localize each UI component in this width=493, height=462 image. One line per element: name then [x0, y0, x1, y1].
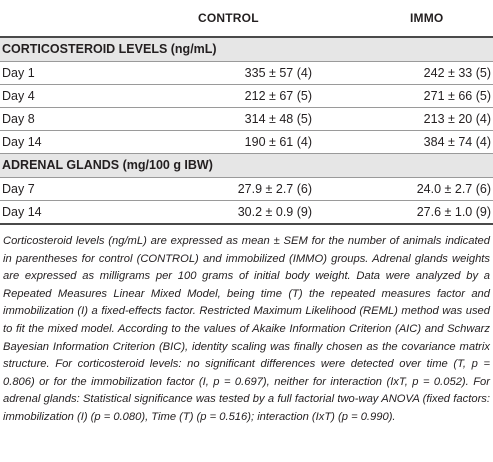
section-header-adrenal: [0, 154, 493, 178]
data-table: [0, 0, 493, 225]
table-row: [0, 201, 493, 225]
control-value: 190 ± 61 (4): [158, 131, 318, 154]
table-footnote: Corticosteroid levels (ng/mL) are expressed as mean ± SEM for the number of animals indicated in parentheses for control (CONTROL) and immobilized (IMMO) groups. Adrenal glands weights are expressed as milligrams per 100 grams of initial body weight. Data were analyzed by a Repeated Measures Linear Mixed Model, being time (T) the repeated measures factor and immobilization (I) a fixed-effects factor. Restricted Maximum Likelihood (REML) method was used to fit the mixed model. According to the values of Akaike Information Criterion (AIC) and Schwarz Bayesian Information Criterion (BIC), identity scaling was finally chosen as the covariance matrix structure. For corticosteroid levels: no significant differences were detected over time (T, p = 0.806) or for the immobilization factor (I, p = 0.697), neither for interaction (IxT, p = 0.052). For adrenal glands: Statistical significance was tested by a full factorial two-way ANOVA (fixed factors: immobilization (I) (p = 0.080), Time (T) (p = 0.516); interaction (IxT) (p = 0.990).: [3, 235, 490, 423]
control-value: 30.2 ± 0.9 (9): [158, 201, 318, 225]
row-label: Day 14: [0, 131, 158, 154]
row-label: Day 4: [0, 85, 158, 108]
row-label: Day 7: [0, 178, 158, 201]
table-row: [0, 131, 493, 154]
immo-value: 242 ± 33 (5): [318, 62, 493, 85]
immo-value: 27.6 ± 1.0 (9): [318, 201, 493, 225]
header-immo: IMMO: [318, 0, 493, 37]
header-empty: [0, 0, 158, 37]
table-row: [0, 178, 493, 201]
row-label: Day 14: [0, 201, 158, 225]
row-label: Day 8: [0, 108, 158, 131]
control-value: 27.9 ± 2.7 (6): [158, 178, 318, 201]
table-row: [0, 108, 493, 131]
control-value: 335 ± 57 (4): [158, 62, 318, 85]
header-control: CONTROL: [158, 0, 318, 37]
table-row: [0, 62, 493, 85]
row-label: Day 1: [0, 62, 158, 85]
table-header-row: [0, 0, 493, 37]
section-title: CORTICOSTEROID LEVELS (ng/mL): [0, 37, 493, 62]
control-value: 212 ± 67 (5): [158, 85, 318, 108]
table-row: [0, 85, 493, 108]
section-header-corticosteroid: [0, 37, 493, 62]
immo-value: 271 ± 66 (5): [318, 85, 493, 108]
immo-value: 24.0 ± 2.7 (6): [318, 178, 493, 201]
section-title: ADRENAL GLANDS (mg/100 g IBW): [0, 154, 493, 178]
immo-value: 213 ± 20 (4): [318, 108, 493, 131]
immo-value: 384 ± 74 (4): [318, 131, 493, 154]
control-value: 314 ± 48 (5): [158, 108, 318, 131]
